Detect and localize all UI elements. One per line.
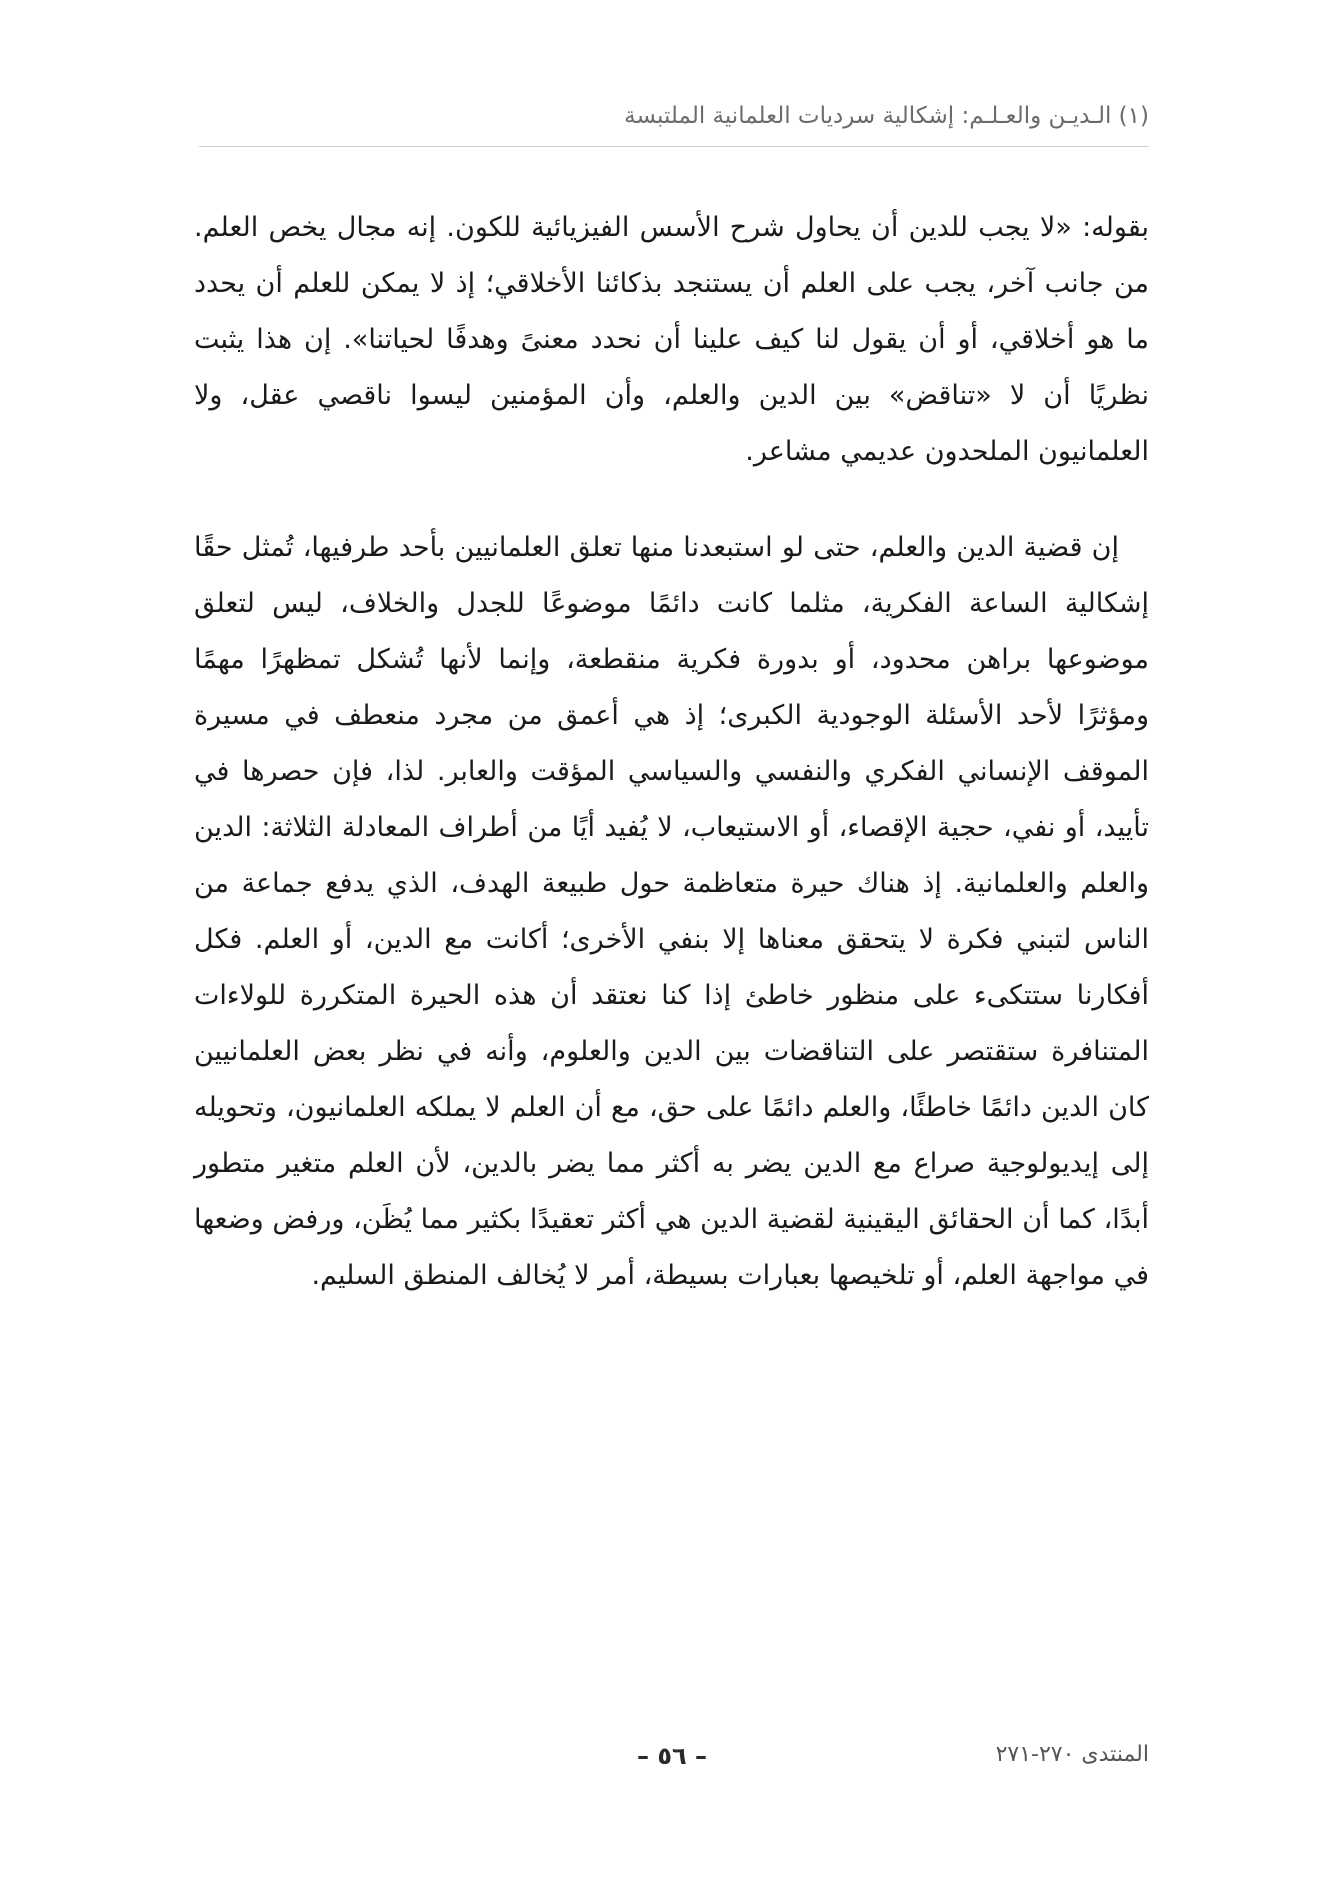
page-footer — [0, 1742, 1344, 1782]
journal-issue-label: المنتدى ٢٧٠-٢٧١ — [995, 1742, 1149, 1767]
paragraph-2: إن قضية الدين والعلم، حتى لو استبعدنا منها تعلق العلمانيين بأحد طرفيها، تُمثل حقًا إشكالية الساعة الفكرية، مثلما كانت دائمًا موضوعًا للجدل والخلاف، ليس لتعلق موضوعها براهن محدود، أو بدورة فكرية منقطعة، وإنما لأنها تُشكل تمظهرًا مهمًا ومؤثرًا لأحد الأسئلة الوجودية الكبرى؛ إذ هي أعمق من مجرد منعطف في مسيرة الموقف الإنساني الفكري والنفسي والسياسي المؤقت والعابر. لذا، فإن حصرها في تأييد، أو نفي، حجية الإقصاء، أو الاستيعاب، لا يُفيد أيًا من أطراف المعادلة الثلاثة: الدين والعلم والعلمانية. إذ هناك حيرة متعاظمة حول طبيعة الهدف، الذي يدفع جماعة من الناس لتبني فكرة لا يتحقق معناها إلا بنفي الأخرى؛ أكانت مع الدين، أو العلم. فكل أفكارنا ستتكىء على منظور خاطئ إذا كنا نعتقد أن هذه الحيرة المتكررة للولاءات المتنافرة ستقتصر على التناقضات بين الدين والعلوم، وأنه في نظر بعض العلمانيين كان الدين دائمًا خاطئًا، والعلم دائمًا على حق، مع أن العلم لا يملكه العلمانيون، وتحويله إلى إيديولوجية صراع مع الدين يضر به أكثر مما يضر بالدين، لأن العلم متغير متطور أبدًا، كما أن الحقائق اليقينية لقضية الدين هي أكثر تعقيدًا بكثير مما يُظَن، ورفض وضعها في مواجهة العلم، أو تلخيصها بعبارات بسيطة، أمر لا يُخالف المنطق السليم. — [194, 532, 1149, 1291]
running-header-title: (١) الـديـن والعـلـم: إشكالية سرديات العلمانية الملتبسة — [624, 103, 1149, 129]
header-divider — [199, 146, 1149, 147]
paragraph-1: بقوله: «لا يجب للدين أن يحاول شرح الأسس الفيزيائية للكون. إنه مجال يخص العلم. من جانب آخر، يجب على العلم أن يستنجد بذكائنا الأخلاقي؛ إذ لا يمكن للعلم أن يحدد ما هو أخلاقي، أو أن يقول لنا كيف علينا أن نحدد معنىً وهدفًا لحياتنا». إن هذا يثبت نظريًا أن لا «تناقض» بين الدين والعلم، وأن المؤمنين ليسوا ناقصي عقل، ولا العلمانيون الملحدون عديمي مشاعر. — [194, 212, 1149, 467]
page-number: – ٥٦ – — [636, 1742, 707, 1770]
body-text — [194, 200, 1149, 1304]
